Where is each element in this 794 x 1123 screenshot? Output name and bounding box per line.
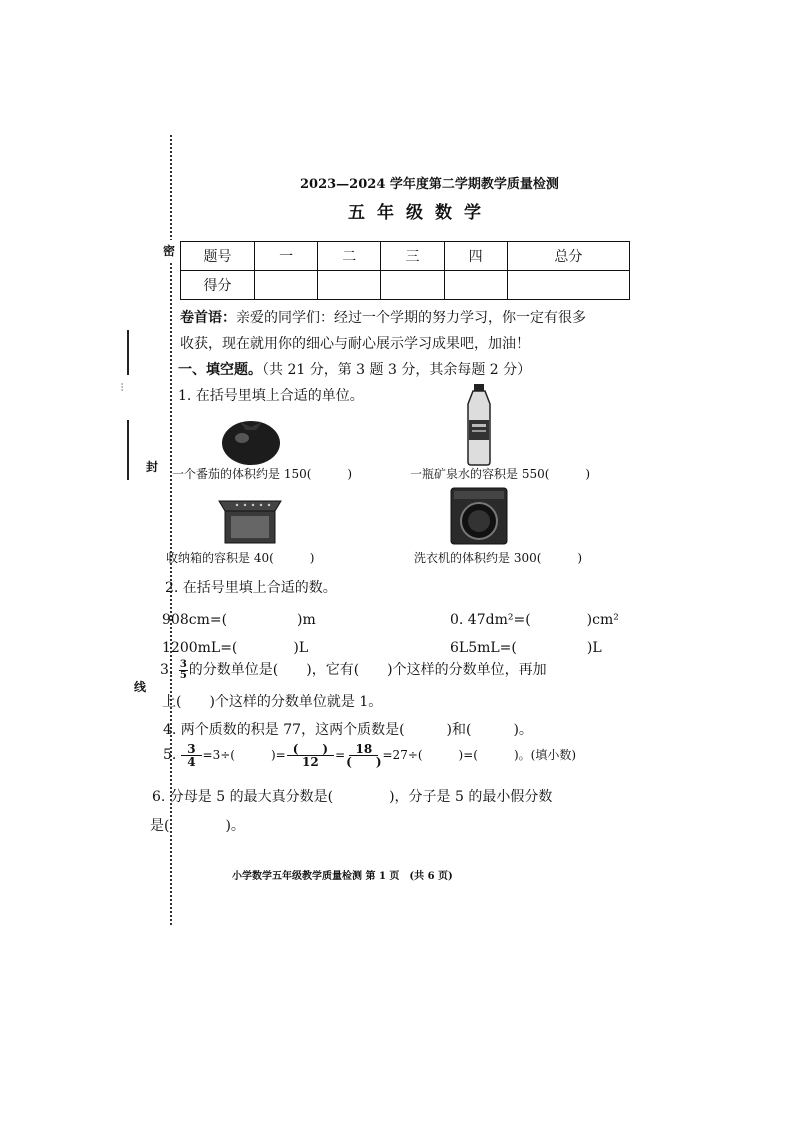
question-5: [163, 743, 576, 768]
fraction-numerator: ( ): [287, 743, 334, 756]
exam-subtitle: 五年级数学: [348, 203, 493, 223]
section-1-heading: 一、填空题。: [178, 362, 262, 378]
score-cell: 二: [318, 242, 381, 271]
score-table-header-row: [181, 242, 630, 271]
name-line-lower: [127, 420, 129, 480]
score-cell: 一: [255, 242, 318, 271]
binding-label-feng: 封: [146, 456, 158, 477]
section-1-heading-line: [178, 359, 531, 379]
score-table-score-row: [181, 271, 630, 300]
score-cell: 得分: [181, 271, 255, 300]
binding-label-mi: 密: [163, 240, 175, 261]
question-2-stem: 2. 在括号里填上合适的数。: [165, 580, 337, 596]
score-cell: 题号: [181, 242, 255, 271]
fraction-18-blank: [346, 743, 381, 768]
tomato-image: [220, 414, 282, 466]
question-5-number: 5.: [163, 747, 177, 763]
preface-label: 卷首语：: [180, 310, 236, 326]
question-1a: 一个番茄的体积约是 150( ): [172, 467, 353, 481]
question-2d: 6L5mL=( )L: [450, 640, 602, 656]
preface-line-2: 收获，现在就用你的细心与耐心展示学习成果吧，加油！: [180, 336, 530, 352]
section-1-note: （共 21 分，第 3 题 3 分，其余每题 2 分）: [262, 362, 532, 378]
fraction-blank-12: [287, 743, 334, 768]
question-3-text: 的分数单位是( )，它有( )个这样的分数单位，再加: [188, 662, 547, 678]
fraction-denominator: 4: [187, 755, 196, 769]
exam-title: 2023—2024 学年度第二学期教学质量检测: [300, 177, 559, 192]
score-input-cell[interactable]: [255, 271, 318, 300]
question-2b: 0. 47dm²=( )cm²: [450, 612, 619, 628]
question-2c: 1200mL=( )L: [162, 640, 309, 656]
score-table: [180, 241, 630, 300]
question-5-seg-3: =27÷( )=( )。(填小数): [382, 748, 577, 762]
fraction-denominator: 5: [179, 669, 187, 681]
question-6-line-2: 是( )。: [150, 818, 245, 834]
score-input-cell[interactable]: [507, 271, 629, 300]
question-1c: 收纳箱的容积是 40( ): [166, 551, 315, 565]
question-3-number: 3.: [160, 662, 174, 678]
question-5-seg-1: =3÷( )=: [202, 748, 286, 762]
score-input-cell[interactable]: [444, 271, 507, 300]
question-2a: 908cm=( )m: [162, 612, 316, 628]
fraction-denominator: ( ): [346, 755, 382, 769]
score-input-cell[interactable]: [381, 271, 444, 300]
score-cell: 总分: [507, 242, 629, 271]
question-3-line-2: 上( )个这样的分数单位就是 1。: [162, 694, 383, 710]
washing-machine-image: [450, 487, 508, 545]
score-input-cell[interactable]: [318, 271, 381, 300]
question-1-stem: 1. 在括号里填上合适的单位。: [178, 388, 364, 404]
question-5-seg-2: =: [335, 748, 346, 762]
name-label-mark: …: [118, 382, 129, 392]
question-6-line-1: 6. 分母是 5 的最大真分数是( )，分子是 5 的最小假分数: [152, 789, 553, 805]
fraction-3-5: [179, 660, 188, 681]
page-footer: 小学数学五年级教学质量检测 第 1 页 (共 6 页): [232, 871, 453, 882]
question-4: 4. 两个质数的积是 77，这两个质数是( )和( )。: [163, 722, 533, 738]
water-bottle-image: [463, 384, 495, 466]
name-line-upper: [127, 330, 129, 375]
fraction-denominator: 12: [302, 755, 319, 769]
question-3-line-1: [160, 659, 547, 681]
question-1d: 洗衣机的体积约是 300( ): [414, 551, 583, 565]
score-cell: 四: [444, 242, 507, 271]
fraction-numerator: 18: [349, 743, 378, 756]
fraction-3-4: [181, 743, 201, 768]
preface-line-1: [180, 307, 586, 327]
fraction-numerator: 3: [179, 658, 187, 670]
score-cell: 三: [381, 242, 444, 271]
binding-label-xian: 线: [134, 676, 146, 697]
question-1b: 一瓶矿泉水的容积是 550( ): [410, 467, 591, 481]
preface-text-1: 亲爱的同学们：经过一个学期的努力学习，你一定有很多: [236, 310, 586, 326]
storage-box-image: [217, 495, 283, 545]
fraction-numerator: 3: [181, 743, 201, 756]
